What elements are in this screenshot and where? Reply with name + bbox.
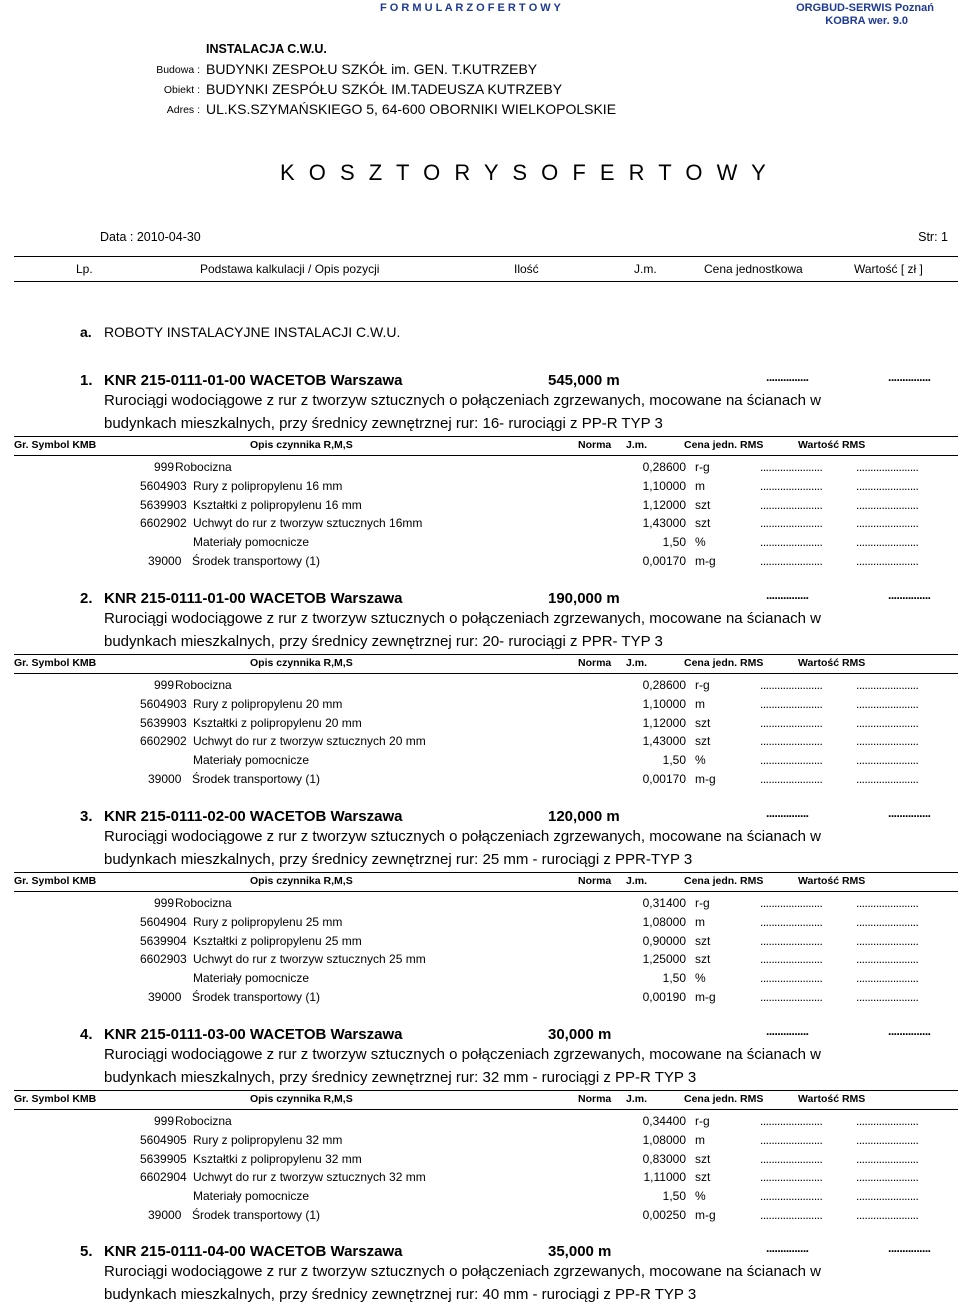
rms-col-opis: Opis czynnika R,M,S — [250, 875, 353, 887]
item-number: 3. — [80, 808, 93, 825]
rms-norma: 0,00250 — [642, 1208, 686, 1222]
rms-symbol: 39000 — [148, 990, 182, 1004]
item-quantity: 30,000 m — [548, 1026, 612, 1043]
item-knr: KNR 215-0111-04-00 WACETOB Warszawa — [104, 1243, 403, 1260]
rms-symbol: 999 — [154, 460, 175, 474]
rms-price-dots: ...................... — [760, 678, 823, 692]
rms-price-dots: ...................... — [760, 1170, 823, 1185]
rms-value-dots: ...................... — [856, 497, 919, 512]
rms-col-norma: Norma — [578, 439, 612, 451]
rms-unit: szt — [695, 933, 711, 948]
rms-description: Uchwyt do rur z tworzyw sztucznych 32 mm — [193, 1170, 426, 1185]
company-name: ORGBUD-SERWIS Poznań — [796, 2, 934, 14]
rms-unit: r-g — [695, 460, 710, 474]
rms-symbol: 6602904 — [140, 1170, 187, 1185]
item-desc-line1: Rurociągi wodociągowe z rur z tworzyw sztucznych o połączeniach zgrzewanych, mocowane na ścianach w — [104, 1263, 821, 1280]
rms-unit: m-g — [695, 772, 716, 786]
rms-value-dots: ...................... — [856, 696, 919, 711]
rms-norma: 0,00170 — [642, 772, 686, 786]
rms-price-dots: ...................... — [760, 896, 823, 910]
rms-norma: 1,11000 — [643, 1170, 686, 1185]
column-header — [14, 256, 958, 282]
rms-description: Kształtki z polipropylenu 32 mm — [193, 1151, 362, 1166]
item-knr: KNR 215-0111-02-00 WACETOB Warszawa — [104, 808, 403, 825]
rms-unit: m-g — [695, 990, 716, 1004]
rms-col-cena: Cena jedn. RMS — [684, 439, 764, 451]
rms-value-dots: ...................... — [856, 478, 919, 493]
rms-price-dots: ...................... — [760, 734, 823, 749]
rms-col-gr: Gr. Symbol KMB — [14, 1093, 97, 1105]
rms-unit: m — [695, 914, 705, 929]
rms-norma: 1,12000 — [642, 497, 686, 512]
rms-col-cena: Cena jedn. RMS — [684, 875, 764, 887]
item-desc-line1: Rurociągi wodociągowe z rur z tworzyw sztucznych o połączeniach zgrzewanych, mocowane na ścianach w — [104, 392, 821, 409]
item-value-dots: ............... — [888, 588, 931, 602]
rms-unit: szt — [695, 516, 711, 531]
rms-unit: m — [695, 696, 705, 711]
item-desc-line2: budynkach mieszkalnych, przy średnicy zewnętrznej rur: 40 mm - rurociągi z PP-R TYP 3 — [104, 1286, 697, 1303]
rms-value-dots: ...................... — [856, 1114, 919, 1128]
rms-symbol: 6602902 — [140, 734, 187, 749]
rms-norma: 0,28600 — [642, 678, 686, 692]
rms-norma: 0,34400 — [642, 1114, 686, 1128]
rms-value-dots: ...................... — [856, 554, 919, 568]
rms-description: Rury z polipropylenu 16 mm — [193, 478, 343, 493]
rms-symbol: 39000 — [148, 772, 182, 786]
adres-label: Adres : — [166, 104, 200, 116]
rms-price-dots: ...................... — [760, 554, 823, 568]
rms-description: Uchwyt do rur z tworzyw sztucznych 16mm — [193, 516, 423, 531]
rms-value-dots: ...................... — [856, 1132, 919, 1147]
rms-price-dots: ...................... — [760, 1189, 823, 1204]
rms-unit: m — [695, 478, 705, 493]
rms-description: Środek transportowy (1) — [192, 772, 321, 786]
rms-col-opis: Opis czynnika R,M,S — [250, 657, 353, 669]
rms-value-dots: ...................... — [856, 1208, 919, 1222]
rms-price-dots: ...................... — [760, 914, 823, 929]
rms-header — [14, 654, 958, 674]
rms-symbol: 999 — [154, 678, 175, 692]
rms-unit: szt — [695, 715, 711, 730]
rms-value-dots: ...................... — [856, 460, 919, 474]
rms-value-dots: ...................... — [856, 1189, 919, 1204]
rms-description: Rury z polipropylenu 32 mm — [193, 1132, 343, 1147]
rms-unit: szt — [695, 497, 711, 512]
rms-norma: 0,00190 — [642, 990, 686, 1004]
rms-description: Materiały pomocnicze — [193, 1189, 310, 1204]
rms-col-opis: Opis czynnika R,M,S — [250, 439, 353, 451]
rms-value-dots: ...................... — [856, 1151, 919, 1166]
rms-unit: r-g — [695, 896, 710, 910]
rms-norma: 0,31400 — [642, 896, 686, 910]
rms-value-dots: ...................... — [856, 753, 919, 768]
rms-norma: 1,43000 — [642, 734, 686, 749]
rms-symbol: 6602902 — [140, 516, 187, 531]
item-price-dots: ............... — [766, 1024, 809, 1038]
rms-norma: 1,50 — [662, 753, 686, 768]
rms-description: Rury z polipropylenu 25 mm — [193, 914, 343, 929]
rms-value-dots: ...................... — [856, 535, 919, 550]
rms-unit: szt — [695, 1170, 711, 1185]
form-title: F O R M U L A R Z O F E R T O W Y — [380, 2, 561, 14]
rms-col-gr: Gr. Symbol KMB — [14, 657, 97, 669]
rms-unit: m-g — [695, 554, 716, 568]
col-wartosc: Wartość [ zł ] — [854, 262, 923, 276]
item-desc-line2: budynkach mieszkalnych, przy średnicy zewnętrznej rur: 32 mm - rurociągi z PP-R TYP 3 — [104, 1069, 697, 1086]
item-knr: KNR 215-0111-01-00 WACETOB Warszawa — [104, 372, 403, 389]
item-number: 1. — [80, 372, 93, 389]
rms-value-dots: ...................... — [856, 914, 919, 929]
rms-col-cena: Cena jedn. RMS — [684, 657, 764, 669]
rms-value-dots: ...................... — [856, 516, 919, 531]
rms-symbol: 999 — [154, 1114, 175, 1128]
rms-price-dots: ...................... — [760, 497, 823, 512]
rms-norma: 0,83000 — [642, 1151, 686, 1166]
rms-unit: % — [695, 1189, 706, 1204]
rms-value-dots: ...................... — [856, 990, 919, 1004]
col-jm: J.m. — [634, 262, 657, 276]
document-title: K O S Z T O R Y S O F E R T O W Y — [280, 160, 770, 185]
rms-value-dots: ...................... — [856, 933, 919, 948]
rms-col-jm: J.m. — [626, 875, 648, 887]
section-title: ROBOTY INSTALACYJNE INSTALACJI C.W.U. — [104, 324, 401, 340]
rms-symbol: 5604903 — [140, 696, 187, 711]
rms-description: Środek transportowy (1) — [192, 990, 321, 1004]
rms-description: Materiały pomocnicze — [193, 753, 310, 768]
rms-norma: 1,25000 — [642, 952, 686, 967]
rms-price-dots: ...................... — [760, 1151, 823, 1166]
item-value-dots: ............... — [888, 370, 931, 384]
rms-symbol: 5639903 — [140, 497, 187, 512]
item-number: 5. — [80, 1243, 93, 1260]
rms-norma: 1,50 — [662, 971, 686, 986]
rms-value-dots: ...................... — [856, 734, 919, 749]
page-number: Str: 1 — [918, 230, 948, 244]
rms-value-dots: ...................... — [856, 971, 919, 986]
item-price-dots: ............... — [766, 588, 809, 602]
rms-unit: szt — [695, 952, 711, 967]
rms-description: Kształtki z polipropylenu 25 mm — [193, 933, 362, 948]
rms-value-dots: ...................... — [856, 678, 919, 692]
item-desc-line2: budynkach mieszkalnych, przy średnicy zewnętrznej rur: 20- rurociągi z PPR- TYP 3 — [104, 633, 663, 650]
rms-description: Robocizna — [175, 678, 232, 692]
item-value-dots: ............... — [888, 806, 931, 820]
obiekt-label: Obiekt : — [163, 84, 200, 96]
rms-unit: % — [695, 535, 706, 550]
rms-unit: r-g — [695, 1114, 710, 1128]
rms-col-norma: Norma — [578, 657, 612, 669]
item-quantity: 545,000 m — [548, 372, 620, 389]
rms-description: Rury z polipropylenu 20 mm — [193, 696, 343, 711]
rms-price-dots: ...................... — [760, 1208, 823, 1222]
rms-unit: m — [695, 1132, 705, 1147]
rms-value-dots: ...................... — [856, 772, 919, 786]
rms-unit: r-g — [695, 678, 710, 692]
rms-col-jm: J.m. — [626, 1093, 648, 1105]
rms-price-dots: ...................... — [760, 1114, 823, 1128]
rms-col-jm: J.m. — [626, 439, 648, 451]
rms-price-dots: ...................... — [760, 478, 823, 493]
rms-symbol: 39000 — [148, 1208, 182, 1222]
rms-col-wartosc: Wartość RMS — [798, 1093, 866, 1105]
rms-col-opis: Opis czynnika R,M,S — [250, 1093, 353, 1105]
rms-value-dots: ...................... — [856, 896, 919, 910]
rms-unit: szt — [695, 1151, 711, 1166]
rms-col-wartosc: Wartość RMS — [798, 657, 866, 669]
rms-symbol: 5604905 — [140, 1132, 187, 1147]
rms-col-cena: Cena jedn. RMS — [684, 1093, 764, 1105]
col-ilosc: Ilość — [514, 262, 539, 276]
obiekt-value: BUDYNKI ZESPÓŁU SZKÓŁ IM.TADEUSZA KUTRZEBY — [206, 81, 563, 97]
rms-price-dots: ...................... — [760, 933, 823, 948]
rms-symbol: 5604903 — [140, 478, 187, 493]
rms-price-dots: ...................... — [760, 715, 823, 730]
rms-description: Materiały pomocnicze — [193, 535, 310, 550]
rms-description: Materiały pomocnicze — [193, 971, 310, 986]
rms-description: Kształtki z polipropylenu 20 mm — [193, 715, 362, 730]
rms-header — [14, 436, 958, 456]
rms-header — [14, 1090, 958, 1110]
rms-symbol: 5604904 — [140, 914, 187, 929]
item-desc-line1: Rurociągi wodociągowe z rur z tworzyw sztucznych o połączeniach zgrzewanych, mocowane na ścianach w — [104, 828, 821, 845]
rms-description: Kształtki z polipropylenu 16 mm — [193, 497, 362, 512]
adres-value: UL.KS.SZYMAŃSKIEGO 5, 64-600 OBORNIKI WIELKOPOLSKIE — [206, 101, 617, 117]
rms-norma: 1,10000 — [642, 696, 686, 711]
rms-description: Uchwyt do rur z tworzyw sztucznych 20 mm — [193, 734, 426, 749]
rms-description: Robocizna — [175, 460, 232, 474]
rms-price-dots: ...................... — [760, 772, 823, 786]
rms-price-dots: ...................... — [760, 1132, 823, 1147]
rms-price-dots: ...................... — [760, 990, 823, 1004]
rms-header — [14, 872, 958, 892]
item-price-dots: ............... — [766, 370, 809, 384]
rms-price-dots: ...................... — [760, 516, 823, 531]
item-quantity: 35,000 m — [548, 1243, 612, 1260]
rms-description: Środek transportowy (1) — [192, 554, 321, 568]
rms-symbol: 6602903 — [140, 952, 187, 967]
rms-norma: 1,43000 — [642, 516, 686, 531]
rms-value-dots: ...................... — [856, 952, 919, 967]
rms-price-dots: ...................... — [760, 535, 823, 550]
rms-symbol: 5639905 — [140, 1151, 187, 1166]
col-cena: Cena jednostkowa — [704, 262, 803, 276]
item-price-dots: ............... — [766, 806, 809, 820]
rms-unit: m-g — [695, 1208, 716, 1222]
item-number: 4. — [80, 1026, 93, 1043]
rms-norma: 1,08000 — [642, 914, 686, 929]
rms-price-dots: ...................... — [760, 971, 823, 986]
rms-value-dots: ...................... — [856, 715, 919, 730]
rms-price-dots: ...................... — [760, 696, 823, 711]
item-quantity: 120,000 m — [548, 808, 620, 825]
rms-price-dots: ...................... — [760, 753, 823, 768]
rms-symbol: 5639903 — [140, 715, 187, 730]
rms-norma: 0,28600 — [642, 460, 686, 474]
item-number: 2. — [80, 590, 93, 607]
rms-norma: 1,12000 — [642, 715, 686, 730]
col-lp: Lp. — [76, 262, 93, 276]
budowa-value: BUDYNKI ZESPOŁU SZKÓŁ im. GEN. T.KUTRZEBY — [206, 61, 538, 77]
item-desc-line2: budynkach mieszkalnych, przy średnicy zewnętrznej rur: 25 mm - rurociągi z PPR-TYP 3 — [104, 851, 693, 868]
item-knr: KNR 215-0111-01-00 WACETOB Warszawa — [104, 590, 403, 607]
item-value-dots: ............... — [888, 1024, 931, 1038]
rms-price-dots: ...................... — [760, 460, 823, 474]
rms-description: Środek transportowy (1) — [192, 1208, 321, 1222]
rms-col-wartosc: Wartość RMS — [798, 875, 866, 887]
budowa-label: Budowa : — [156, 64, 200, 76]
rms-col-gr: Gr. Symbol KMB — [14, 439, 97, 451]
rms-norma: 1,50 — [662, 1189, 686, 1204]
col-podstawa: Podstawa kalkulacji / Opis pozycji — [200, 262, 380, 276]
item-value-dots: ............... — [888, 1241, 931, 1255]
rms-description: Robocizna — [175, 1114, 232, 1128]
rms-unit: % — [695, 971, 706, 986]
rms-unit: % — [695, 753, 706, 768]
rms-col-gr: Gr. Symbol KMB — [14, 875, 97, 887]
rms-col-norma: Norma — [578, 1093, 612, 1105]
rms-symbol: 5639904 — [140, 933, 187, 948]
rms-col-wartosc: Wartość RMS — [798, 439, 866, 451]
rms-col-norma: Norma — [578, 875, 612, 887]
rms-unit: szt — [695, 734, 711, 749]
rms-norma: 1,50 — [662, 535, 686, 550]
document-date: Data : 2010-04-30 — [100, 230, 201, 244]
section-letter: a. — [80, 324, 92, 340]
rms-norma: 0,90000 — [642, 933, 686, 948]
rms-price-dots: ...................... — [760, 952, 823, 967]
rms-norma: 1,08000 — [642, 1132, 686, 1147]
item-desc-line2: budynkach mieszkalnych, przy średnicy zewnętrznej rur: 16- rurociągi z PP-R TYP 3 — [104, 415, 663, 432]
rms-description: Robocizna — [175, 896, 232, 910]
item-price-dots: ............... — [766, 1241, 809, 1255]
item-quantity: 190,000 m — [548, 590, 620, 607]
rms-value-dots: ...................... — [856, 1170, 919, 1185]
rms-symbol: 39000 — [148, 554, 182, 568]
rms-description: Uchwyt do rur z tworzyw sztucznych 25 mm — [193, 952, 426, 967]
item-desc-line1: Rurociągi wodociągowe z rur z tworzyw sztucznych o połączeniach zgrzewanych, mocowane na ścianach w — [104, 610, 821, 627]
item-desc-line1: Rurociągi wodociągowe z rur z tworzyw sztucznych o połączeniach zgrzewanych, mocowane na ścianach w — [104, 1046, 821, 1063]
item-knr: KNR 215-0111-03-00 WACETOB Warszawa — [104, 1026, 403, 1043]
rms-col-jm: J.m. — [626, 657, 648, 669]
rms-norma: 0,00170 — [642, 554, 686, 568]
rms-norma: 1,10000 — [642, 478, 686, 493]
rms-symbol: 999 — [154, 896, 175, 910]
project-title: INSTALACJA C.W.U. — [206, 42, 327, 56]
program-version: KOBRA wer. 9.0 — [825, 15, 908, 27]
